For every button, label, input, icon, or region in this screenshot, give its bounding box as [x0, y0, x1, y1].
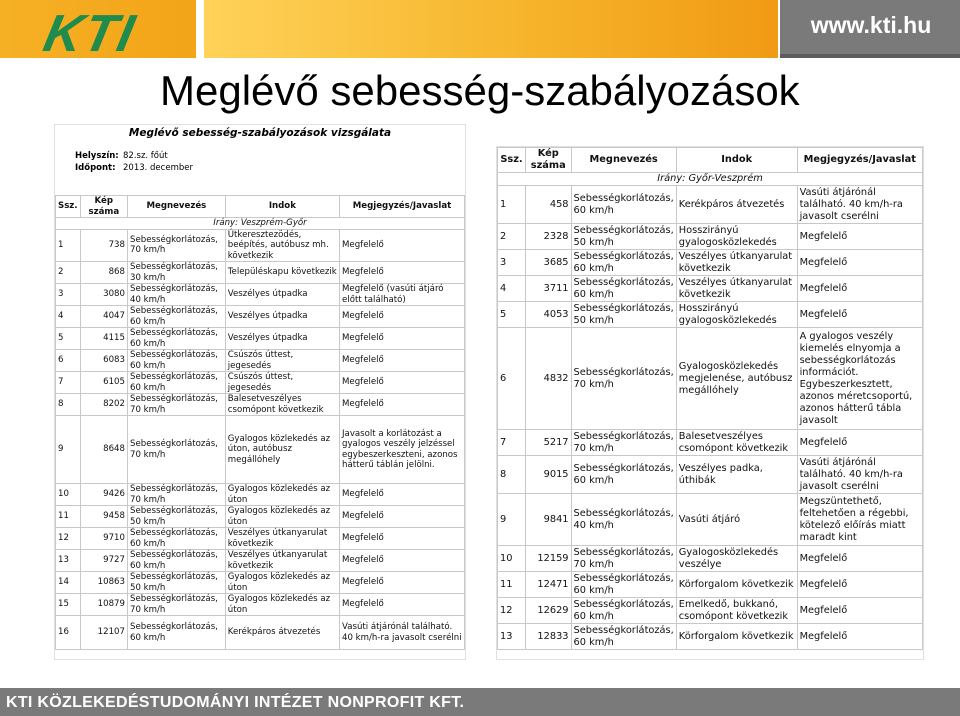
table-row [56, 394, 465, 416]
cell-reason: Gyalogosközlekedés megjelenése, autóbusz megállóhely [676, 328, 797, 430]
cell-note: Megfelelő [797, 224, 922, 250]
cell-note: Megfelelő [797, 598, 922, 624]
table-row [498, 430, 923, 456]
header-band [0, 0, 960, 63]
cell-reason: Veszélyes útkanyarulat következik [676, 276, 797, 302]
cell-n: 10 [498, 546, 526, 572]
table-row [498, 598, 923, 624]
cell-id: 3685 [525, 250, 571, 276]
cell-name: Sebességkorlátozás, 70 km/h [571, 328, 676, 430]
col-header-indok: Indok [225, 196, 339, 218]
direction-row [498, 173, 923, 186]
cell-note: Vasúti átjárónál található. 40 km/h-ra javasolt cserélni [797, 456, 922, 494]
left-table-body [56, 229, 465, 650]
cell-n: 10 [56, 484, 81, 506]
cell-n: 15 [56, 594, 81, 616]
cell-note: Megfelelő [340, 594, 465, 616]
meta-date-label: Időpont: [75, 163, 116, 173]
cell-name: Sebességkorlátozás, 60 km/h [128, 528, 226, 550]
cell-reason: Veszélyes útpadka [225, 328, 339, 350]
cell-name: Sebességkorlátozás, 60 km/h [571, 250, 676, 276]
table-row [56, 229, 465, 262]
cell-id: 4115 [80, 328, 127, 350]
cell-name: Sebességkorlátozás, 60 km/h [128, 306, 226, 328]
cell-name: Sebességkorlátozás, 30 km/h [128, 262, 226, 284]
cell-id: 458 [525, 186, 571, 224]
cell-id: 868 [80, 262, 127, 284]
table-row [56, 372, 465, 394]
col-header-megjegyzes: Megjegyzés/Javaslat [797, 148, 922, 173]
table-row [56, 350, 465, 372]
col-header-megnevezes: Megnevezés [128, 196, 226, 218]
left-document-meta [75, 151, 193, 175]
cell-note: Megfelelő [340, 572, 465, 594]
cell-reason: Gyalogos közlekedés az úton [225, 506, 339, 528]
table-row [498, 494, 923, 546]
table-row [56, 284, 465, 306]
cell-n: 5 [56, 328, 81, 350]
cell-n: 12 [498, 598, 526, 624]
cell-name: Sebességkorlátozás, 60 km/h [571, 456, 676, 494]
col-header-ssz: Ssz. [498, 148, 526, 173]
cell-id: 4047 [80, 306, 127, 328]
cell-note: Vasúti átjárónál található. 40 km/h-ra javasolt cserélni [340, 616, 465, 650]
cell-name: Sebességkorlátozás, 40 km/h [128, 284, 226, 306]
cell-note: Megfelelő [797, 302, 922, 328]
cell-name: Sebességkorlátozás, 60 km/h [128, 328, 226, 350]
col-header-kep: Kép száma [80, 196, 127, 218]
col-header-kep: Kép száma [525, 148, 571, 173]
cell-name: Sebességkorlátozás, 70 km/h [128, 229, 226, 262]
cell-reason: Hosszirányú gyalogosközlekedés [676, 224, 797, 250]
cell-name: Sebességkorlátozás, 60 km/h [128, 616, 226, 650]
cell-note: Megfelelő [340, 550, 465, 572]
cell-note: Megfelelő [797, 546, 922, 572]
cell-reason: Veszélyes útpadka [225, 306, 339, 328]
cell-id: 10879 [80, 594, 127, 616]
meta-location-value: 82.sz. főút [123, 151, 168, 161]
table-row [498, 624, 923, 650]
website-url[interactable]: www.kti.hu [810, 12, 932, 38]
cell-id: 9426 [80, 484, 127, 506]
cell-id: 2328 [525, 224, 571, 250]
cell-reason: Útkeresztezödés, beépítés, autóbusz mh. következik [225, 229, 339, 262]
cell-name: Sebességkorlátozás, 70 km/h [128, 594, 226, 616]
cell-name: Sebességkorlátozás, 70 km/h [128, 394, 226, 416]
cell-id: 6083 [80, 350, 127, 372]
cell-n: 13 [56, 550, 81, 572]
meta-location-label: Helyszín: [75, 151, 119, 161]
cell-id: 9727 [80, 550, 127, 572]
cell-note: Javasolt a korlátozást a gyalogos veszély jelzéssel egybeszerkeszteni, azonos hátterű táblán jelölni. [340, 416, 465, 484]
cell-name: Sebességkorlátozás, 50 km/h [571, 302, 676, 328]
cell-n: 5 [498, 302, 526, 328]
cell-note: Megszüntethető, feltehetően a régebbi, kötelező előírás miatt maradt kint [797, 494, 922, 546]
cell-reason: Vasúti átjáró [676, 494, 797, 546]
cell-note: Megfelelő [797, 276, 922, 302]
col-header-megnevezes: Megnevezés [571, 148, 676, 173]
slide-title: Meglévő sebesség-szabályozások [160, 67, 800, 114]
direction-label: Irány: Veszprém-Győr [56, 218, 465, 230]
cell-note: Megfelelő [340, 328, 465, 350]
cell-n: 14 [56, 572, 81, 594]
footer-org-name: KTI KÖZLEKEDÉSTUDOMÁNYI INTÉZET NONPROFIT KFT. [6, 694, 465, 711]
cell-id: 4053 [525, 302, 571, 328]
left-table [55, 195, 465, 650]
cell-name: Sebességkorlátozás, 70 km/h [571, 546, 676, 572]
table-row [56, 484, 465, 506]
cell-name: Sebességkorlátozás, 40 km/h [571, 494, 676, 546]
col-header-megjegyzes: Megjegyzés/Javaslat [340, 196, 465, 218]
kti-logo: KTI [38, 5, 141, 63]
cell-n: 3 [56, 284, 81, 306]
cell-id: 738 [80, 229, 127, 262]
cell-reason: Körforgalom következik [676, 624, 797, 650]
meta-date [75, 163, 193, 175]
meta-location [75, 151, 193, 163]
table-row [498, 224, 923, 250]
cell-n: 1 [498, 186, 526, 224]
cell-reason: Veszélyes útkanyarulat következik [225, 550, 339, 572]
cell-note: Megfelelő [340, 350, 465, 372]
direction-row [56, 218, 465, 230]
cell-id: 12629 [525, 598, 571, 624]
cell-n: 2 [498, 224, 526, 250]
cell-reason: Gyalogos közlekedés az úton [225, 484, 339, 506]
cell-n: 6 [498, 328, 526, 430]
cell-note: Megfelelő [340, 528, 465, 550]
cell-reason: Veszélyes útpadka [225, 284, 339, 306]
cell-name: Sebességkorlátozás, 70 km/h [128, 484, 226, 506]
cell-note: A gyalogos veszély kiemelés elnyomja a sebességkorlátozás információt. Egybeszerkesztett, azonos méretcsoportú, azonos hátterű tábla javasolt [797, 328, 922, 430]
cell-note: Megfelelő [797, 572, 922, 598]
col-header-indok: Indok [676, 148, 797, 173]
cell-name: Sebességkorlátozás, 50 km/h [571, 224, 676, 250]
cell-n: 7 [56, 372, 81, 394]
cell-reason: Hosszirányú gyalogosközlekedés [676, 302, 797, 328]
cell-note: Megfelelő (vasúti átjáró előtt található) [340, 284, 465, 306]
cell-reason: Csúszós úttest, jegesedés [225, 372, 339, 394]
cell-reason: Gyalogosközlekedés veszélye [676, 546, 797, 572]
table-row [56, 416, 465, 484]
cell-reason: Balesetveszélyes csomópont következik [676, 430, 797, 456]
header-gradient-band [204, 0, 778, 58]
table-row [56, 528, 465, 550]
right-table-header-row [498, 148, 923, 173]
right-table [497, 147, 923, 650]
table-row [498, 572, 923, 598]
table-row [56, 616, 465, 650]
cell-name: Sebességkorlátozás, 60 km/h [571, 598, 676, 624]
cell-reason: Településkapu következik [225, 262, 339, 284]
table-row [56, 594, 465, 616]
table-row [498, 546, 923, 572]
meta-date-value: 2013. december [123, 163, 193, 173]
cell-id: 10863 [80, 572, 127, 594]
cell-n: 16 [56, 616, 81, 650]
cell-id: 9710 [80, 528, 127, 550]
url-panel-strip [780, 54, 960, 58]
table-row [498, 250, 923, 276]
cell-n: 1 [56, 229, 81, 262]
cell-n: 13 [498, 624, 526, 650]
table-row [56, 306, 465, 328]
cell-note: Megfelelő [340, 306, 465, 328]
direction-label: Irány: Győr-Veszprém [498, 173, 923, 186]
cell-id: 4832 [525, 328, 571, 430]
table-row [56, 506, 465, 528]
cell-note: Megfelelő [340, 506, 465, 528]
footer-bar [0, 688, 960, 716]
cell-id: 9015 [525, 456, 571, 494]
cell-id: 5217 [525, 430, 571, 456]
cell-note: Megfelelő [340, 262, 465, 284]
cell-note: Megfelelő [797, 430, 922, 456]
cell-n: 3 [498, 250, 526, 276]
cell-id: 9841 [525, 494, 571, 546]
cell-n: 11 [498, 572, 526, 598]
cell-id: 3080 [80, 284, 127, 306]
cell-n: 8 [56, 394, 81, 416]
cell-id: 9458 [80, 506, 127, 528]
cell-name: Sebességkorlátozás, 60 km/h [571, 624, 676, 650]
table-row [498, 328, 923, 430]
left-table-header-row [56, 196, 465, 218]
table-row [56, 572, 465, 594]
cell-name: Sebességkorlátozás, 50 km/h [128, 506, 226, 528]
cell-name: Sebességkorlátozás, 60 km/h [128, 372, 226, 394]
cell-name: Sebességkorlátozás, 70 km/h [128, 416, 226, 484]
cell-n: 8 [498, 456, 526, 494]
right-document [496, 146, 924, 660]
left-document [54, 124, 466, 660]
table-row [498, 276, 923, 302]
table-row [498, 186, 923, 224]
cell-reason: Gyalogos közlekedés az úton [225, 594, 339, 616]
cell-note: Megfelelő [340, 484, 465, 506]
cell-reason: Csúszós úttest, jegesedés [225, 350, 339, 372]
col-header-ssz: Ssz. [56, 196, 81, 218]
cell-reason: Körforgalom következik [676, 572, 797, 598]
cell-id: 12159 [525, 546, 571, 572]
cell-name: Sebességkorlátozás, 50 km/h [128, 572, 226, 594]
cell-n: 7 [498, 430, 526, 456]
cell-name: Sebességkorlátozás, 60 km/h [128, 550, 226, 572]
table-row [498, 302, 923, 328]
cell-note: Megfelelő [340, 229, 465, 262]
left-document-title: Meglévő sebesség-szabályozások vizsgálata [128, 127, 392, 139]
cell-name: Sebességkorlátozás, 60 km/h [571, 276, 676, 302]
cell-n: 4 [56, 306, 81, 328]
cell-id: 6105 [80, 372, 127, 394]
table-row [56, 550, 465, 572]
cell-n: 4 [498, 276, 526, 302]
cell-id: 12833 [525, 624, 571, 650]
table-row [56, 328, 465, 350]
cell-reason: Veszélyes útkanyarulat következik [225, 528, 339, 550]
cell-n: 12 [56, 528, 81, 550]
cell-reason: Emelkedő, bukkanó, csomópont következik [676, 598, 797, 624]
cell-reason: Gyalogos közlekedés az úton [225, 572, 339, 594]
cell-note: Vasúti átjárónál található. 40 km/h-ra javasolt cserélni [797, 186, 922, 224]
cell-id: 12107 [80, 616, 127, 650]
cell-id: 12471 [525, 572, 571, 598]
cell-id: 8202 [80, 394, 127, 416]
cell-note: Megfelelő [340, 394, 465, 416]
cell-name: Sebességkorlátozás, 70 km/h [571, 430, 676, 456]
cell-reason: Veszélyes padka, úthibák [676, 456, 797, 494]
cell-reason: Gyalogos közlekedés az úton, autóbusz megállóhely [225, 416, 339, 484]
table-row [56, 262, 465, 284]
cell-note: Megfelelő [797, 250, 922, 276]
cell-note: Megfelelő [340, 372, 465, 394]
cell-reason: Veszélyes útkanyarulat következik [676, 250, 797, 276]
table-row [498, 456, 923, 494]
cell-reason: Kerékpáros átvezetés [225, 616, 339, 650]
cell-name: Sebességkorlátozás, 60 km/h [571, 186, 676, 224]
cell-name: Sebességkorlátozás, 60 km/h [571, 572, 676, 598]
cell-id: 3711 [525, 276, 571, 302]
cell-id: 8648 [80, 416, 127, 484]
cell-n: 11 [56, 506, 81, 528]
cell-reason: Kerékpáros átvezetés [676, 186, 797, 224]
cell-note: Megfelelő [797, 624, 922, 650]
cell-n: 6 [56, 350, 81, 372]
cell-n: 9 [498, 494, 526, 546]
cell-n: 9 [56, 416, 81, 484]
cell-name: Sebességkorlátozás, 60 km/h [128, 350, 226, 372]
cell-reason: Balesetveszélyes csomópont következik [225, 394, 339, 416]
cell-n: 2 [56, 262, 81, 284]
right-table-body [498, 186, 923, 650]
